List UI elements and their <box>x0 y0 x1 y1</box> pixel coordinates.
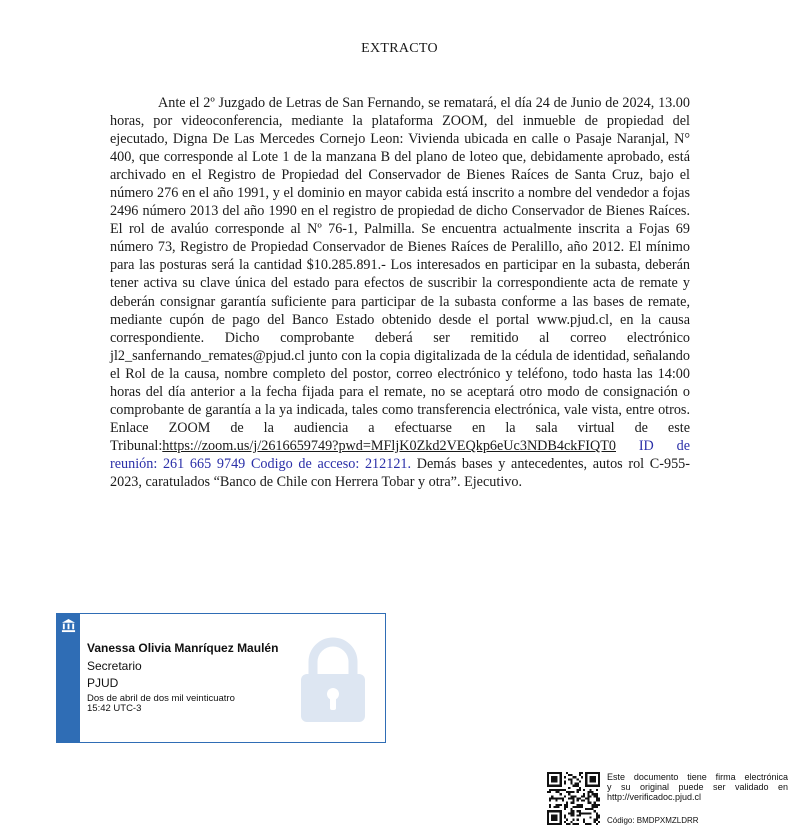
signer-organization: PJUD <box>87 676 119 690</box>
document-title: EXTRACTO <box>361 41 438 56</box>
zoom-link[interactable]: https://zoom.us/j/2616659749?pwd=MFljK0Zkd2VEQkp6eUc3NDB4ckFIQT0 <box>162 437 616 454</box>
signer-role: Secretario <box>87 659 142 673</box>
extract-body <box>110 94 690 491</box>
access-code: Codigo de acceso: 212121. <box>250 455 412 472</box>
verification-line-2: y su original puede ser validado en <box>607 781 788 792</box>
verification-notice <box>607 773 788 802</box>
qr-code-icon[interactable] <box>547 772 600 825</box>
extract-paragraph <box>110 94 690 491</box>
verification-url[interactable]: http://verificadoc.pjud.cl <box>607 791 702 802</box>
lock-icon <box>293 636 373 726</box>
verification-code: Código: BMDPXMZLDRR <box>607 816 699 825</box>
courthouse-icon <box>61 618 76 633</box>
meeting-id: ID de reunión: 261 665 9749 <box>110 437 690 472</box>
signature-box <box>56 613 386 743</box>
signature-date: Dos de abril de dos mil veinticuatro <box>87 693 235 704</box>
extract-main-text: Ante el 2º Juzgado de Letras de San Fernando, se rematará, el día 24 de Junio de 2024, 13.00 horas, por videoconferencia, mediante la plataforma ZOOM, del inmueble de propiedad del ejecutado, Digna De Las Mercedes Cornejo Leon: Vivienda ubicada en calle o Pasaje Naranjal, N° 400, que corresponde al Lote 1 de la manzana B del plano de loteo que, debidamente aprobado, está archivado en el Registro de Propiedad del Conservador de Bienes Raíces de Santa Cruz, bajo el número 276 en el año 1991, y el dominio en mayor cabida está inscrito a nombre del vendedor a fojas 2496 número 2013 del año 1990 en el registro de propiedad de dicho Conservador de Bienes Raíces. El rol de avalúo corresponde al Nº 76-1, Palmilla. Se encuentra actualmente inscrita a Fojas 69 número 73, Registro de Propiedad Conservador de Bienes Raíces de Peralillo, año 2012. El mínimo para las posturas será la cantidad $10.285.891.- Los interesados en participar en la subasta, deberán tener activa su clave única del estado para efectos de suscribir la correspondiente acta de remate y deberán consignar garantía suficiente para participar de la subasta conforme a las bases de remate, mediante cupón de pago del Banco Estado obtenido desde el portal www.pjud.cl, en la causa correspondiente. Dicho comprobante deberá ser remitido al correo electrónico jl2_sanfernando_remates@pjud.cl junto con la copia digitalizada de la cédula de identidad, señalando el Rol de la causa, nombre completo del postor, correo electrónico y teléfono, todo hasta las 14:00 horas del día anterior a la fecha fijada para el remate, no se aceptará otro modo de consignación o comprobante de garantía a la ya indicada, tales como transferencia electrónica, vale vista, entre otros. Enlace ZOOM de la audiencia a efectuarse en la sala virtual de este Tribunal: <box>110 95 690 454</box>
closing-text: Demás bases y antecedentes, autos rol C-955-2023, caratulados “Banco de Chile con Herrera Tobar y otra”. Ejecutivo. <box>110 455 691 490</box>
verification-line-1: Este documento tiene firma electrónica <box>607 772 788 782</box>
signature-accent-bar <box>57 614 80 742</box>
signer-name: Vanessa Olivia Manríquez Maulén <box>87 641 279 655</box>
signature-time: 15:42 UTC-3 <box>87 703 142 714</box>
